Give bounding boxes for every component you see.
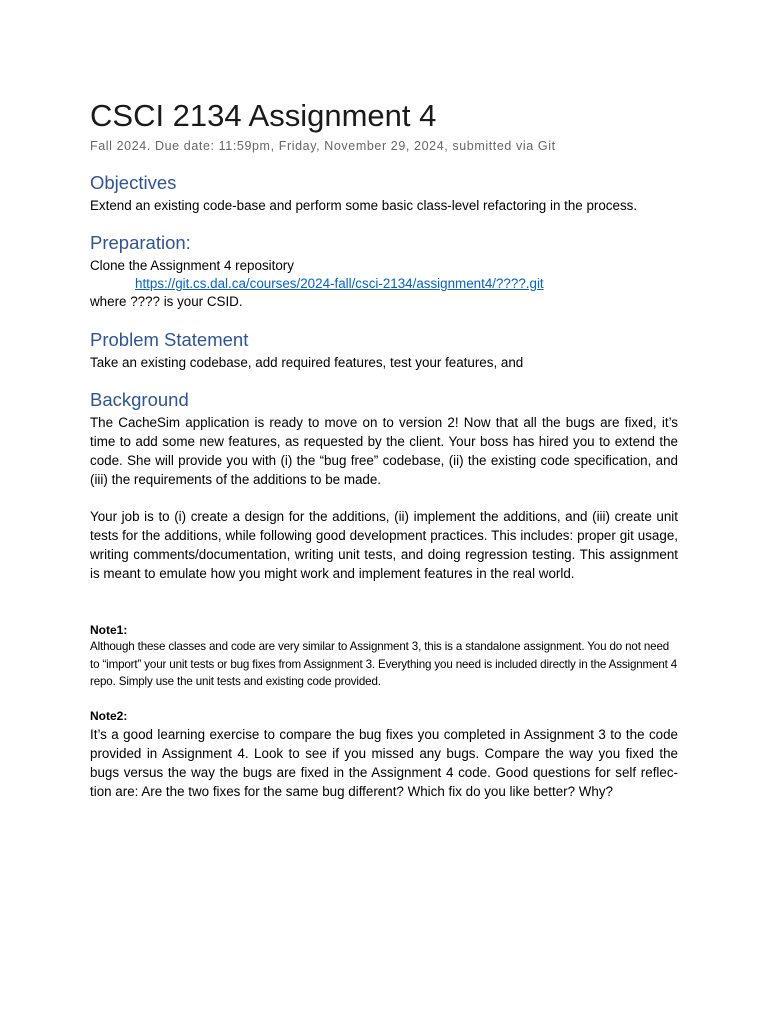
note1-text: Although these classes and code are very similar to Assignment 3, this is a standalone assignment. You do not need to “import” your unit tests or bug fixes from Assignment 3. Everything you need is included directly in the Assignment 4 repo. Simply use the unit tests and existing code provided. <box>90 640 678 688</box>
preparation-heading: Preparation: <box>90 232 191 253</box>
background-heading: Background <box>90 389 189 410</box>
note2-title: Note2: <box>90 709 128 723</box>
background-paragraph-2: Your job is to (i) create a design for the additions, (ii) implement the additions, and (iii) create unit tests for the additions, while following good development practices. This includes: proper git usage, writing comments/documentation, writing unit tests, and doing regression testing. This assignment is meant to emulate how you might work and implement features in the real world. <box>90 509 678 581</box>
repository-link[interactable]: https://git.cs.dal.ca/courses/2024-fall/csci-2134/assignment4/????.git <box>135 276 544 291</box>
objectives-text: Extend an existing code-base and perform some basic class-level refactoring in the process. <box>90 198 638 213</box>
objectives-heading: Objectives <box>90 172 177 193</box>
note1-title: Note1: <box>90 623 128 637</box>
problem-statement-heading: Problem Statement <box>90 329 249 350</box>
document-title: CSCI 2134 Assignment 4 <box>90 98 437 133</box>
document-subtitle: Fall 2024. Due date: 11:59pm, Friday, November 29, 2024, submitted via Git <box>90 139 556 153</box>
background-paragraph-1: The CacheSim application is ready to move on to version 2! Now that all the bugs are fixed, it’s time to add some new features, as requested by the client. Your boss has hired you to extend the code. She will provide you with (i) the “bug free” codebase, (ii) the existing code specification, and (iii) the requirements of the additions to be made. <box>90 415 678 487</box>
preparation-line-csid: where ???? is your CSID. <box>90 294 243 309</box>
problem-statement-text: Take an existing codebase, add required features, test your features, and <box>90 355 524 370</box>
note2-text: It’s a good learning exercise to compare the bug fixes you completed in Assignment 3 to the code provided in Assignment 4. Look to see if you missed any bugs. Compare the way you fixed the bugs versus the way the bugs are fixed in the Assignment 4 code. Good questions for self reflec-tion are: Are the two fixes for the same bug different? Which fix do you like better? Why? <box>90 727 678 799</box>
preparation-line-clone: Clone the Assignment 4 repository <box>90 258 294 273</box>
